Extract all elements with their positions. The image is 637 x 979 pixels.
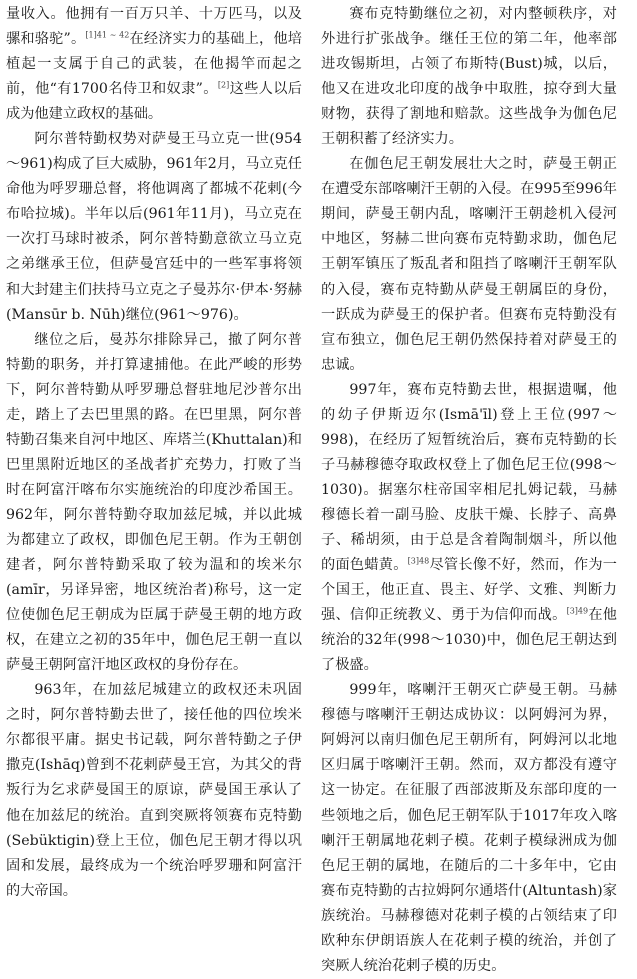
paragraph — [6, 2, 302, 127]
citation-ref: [3]48 — [407, 556, 430, 566]
text-run: 999年，喀喇汗王朝灭亡萨曼王朝。马赫穆德与喀喇汗王朝达成协议：以阿姆河为界，阿姆河以南归伽色尼王朝所有，阿姆河以北地区归属于喀喇汗王朝。然而，双方都没有遵守这一协定。在征服了西部波斯及东部印度的一些领地之后，伽色尼王朝军队于1017年攻入喀喇汗王朝属地花剌子模。花剌子模绿洲成为伽色尼王朝的属地，在随后的二十多年中，它由赛布克特勤的古拉姆阿尔通塔什(Altuntash)家族统治。马赫穆德对花剌子模的占领结束了印欧种东伊朗语族人在花剌子模的统治，并创了突厥人统治花剌子模的历史。 — [321, 682, 617, 974]
text-run: 963年，在加兹尼城建立的政权还未巩固之时，阿尔普特勤去世了，接任他的四位埃米尔都很平庸。据史书记载，阿尔普特勤之子伊撒克(Ishāq)曾到不花剌萨曼王宫，为其父的背叛行为乞求萨曼国王的原谅，萨曼国王承认了他在加兹尼的统治。直到突厥将领赛布克特勤(Sebüktigin)登上王位，伽色尼王朝才得以巩固和发展，最终成为一个统治呼罗珊和阿富汗的大帝国。 — [6, 682, 302, 899]
text-run: 尽管长像不好，然而，作为一个国王，他正直、畏主、好学、文雅、判断力强、信仰正统教义、勇于为信仰而战。 — [321, 557, 617, 624]
paragraph — [321, 378, 617, 679]
text-run: 在伽色尼王朝发展壮大之时，萨曼王朝正在遭受东部喀喇汗王朝的入侵。在995至996年期间，萨曼王朝内乱，喀喇汗王朝趁机入侵河中地区，努赫二世向赛布克特勤求助，伽色尼王朝军镇压了叛乱者和阻挡了喀喇汗王朝军队的入侵，赛布克特勤从萨曼王朝属臣的身份，一跃成为萨曼王的保护者。但赛布克特勤没有宣布独立，伽色尼王朝仍然保持着对萨曼王的忠诚。 — [321, 156, 617, 373]
right-column — [321, 2, 617, 979]
text-run: 997年，赛布克特勤去世，根据遗嘱，他的幼子伊斯迈尔(Ismā'īl)登上王位(997～998)，在经历了短暂统治后，赛布克特勤的长子马赫穆德夺取政权登上了伽色尼王位(998～1030)。据塞尔柱帝国宰相尼扎姆记载，马赫穆德长着一副马脸、皮肤干燥、长脖子、高鼻子、稀胡须，由于总是含着陶制烟斗，所以他的面色蜡黄。 — [321, 381, 617, 574]
text-run: 赛布克特勤继位之初，对内整顿秩序，对外进行扩张战争。继任王位的第二年，他率部进攻锡斯坦，占领了布斯特(Bust)城，以后，他又在进攻北印度的战争中取胜，掠夺到大量财物，获得了割地和赔款。这些战争为伽色尼王朝积蓄了经济实力。 — [321, 6, 617, 148]
paragraph — [321, 2, 617, 152]
text-run: 在经济实力的基础上，他培植起一支属于自己的武装，在他揭竿而起之前，他“有1700名侍卫和奴隶”。 — [6, 31, 302, 98]
paragraph — [6, 127, 302, 327]
text-run: 阿尔普特勤权势对萨曼王马立克一世(954～961)构成了巨大威胁，961年2月，马立克任命他为呼罗珊总督，将他调离了都城不花剌(今布哈拉城)。半年以后(961年11月)，马立克在一次打马球时被杀，阿尔普特勤意欲立马立克之弟继承王位，但萨曼宫廷中的一些军事将领和大封建主们扶持马立克之子曼苏尔·伊本·努赫(Mansūr b. Nūh)继位(961～976)。 — [6, 131, 302, 323]
citation-ref: [3]49 — [566, 606, 589, 616]
citation-ref: [2] — [217, 80, 230, 90]
citation-ref: [1]41 ~ 42 — [85, 30, 130, 40]
text-run: 这些人以后成为他建立政权的基础。 — [6, 81, 302, 123]
text-run: 在他统治的32年(998～1030)中，伽色尼王朝达到了极盛。 — [321, 607, 617, 674]
paragraph — [321, 152, 617, 377]
text-run: 量收入。他拥有一百万只羊、十万匹马，以及骡和骆驼”。 — [6, 6, 302, 48]
paragraph — [6, 678, 302, 903]
text-run: 继位之后，曼苏尔排除异己，撤了阿尔普特勤的职务，并打算逮捕他。在此严峻的形势下，阿尔普特勤从呼罗珊总督驻地尼沙普尔出走，踏上了去巴里黑的路。在巴里黑，阿尔普特勤召集来自河中地区、库塔兰(Khuttalan)和巴里黑附近地区的圣战者扩充势力，打败了当时在阿富汗喀布尔实施统治的印度沙希国王。962年，阿尔普特勤夺取加兹尼城，并以此城为都建立了政权，即伽色尼王朝。作为王朝创建者，阿尔普特勤采取了较为温和的埃米尔(amīr，另译异密，地区统治者)称号，这一定位使伽色尼王朝成为臣属于萨曼王朝的地方政权，在建立之初的35年中，伽色尼王朝一直以萨曼王朝阿富汗地区政权的身份存在。 — [6, 331, 302, 674]
paragraph — [6, 328, 302, 679]
left-column — [6, 2, 302, 904]
paragraph — [321, 678, 617, 979]
